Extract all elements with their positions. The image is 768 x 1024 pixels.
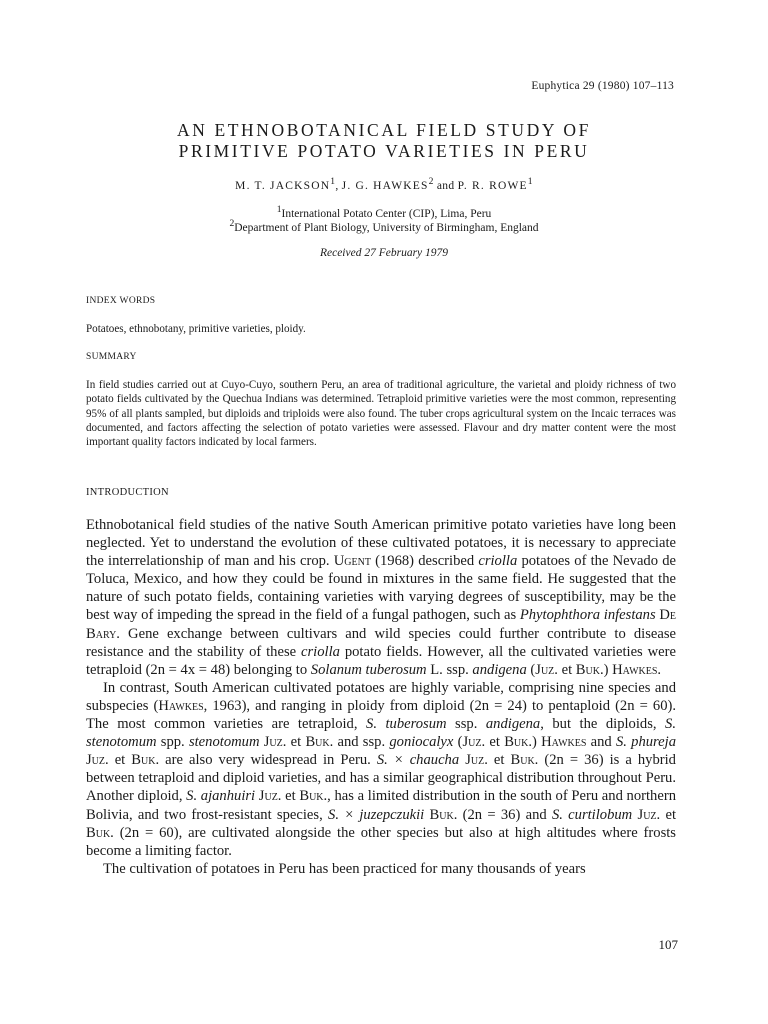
affiliation-2-mark: 2 — [229, 218, 235, 229]
text-run: et — [108, 752, 132, 769]
author-citation: Juz. — [637, 806, 661, 823]
italic-term: S. curtilobum — [551, 806, 633, 823]
author-conjunction: and — [433, 179, 458, 192]
italic-term: S. ajanhuiri — [186, 788, 256, 805]
text-run: , has a limited distribution in the south of Peru and northern Bolivia, and two frost-resistant species, — [86, 788, 676, 823]
author-citation: Buk. — [86, 824, 114, 841]
text-run: et — [286, 734, 306, 751]
italic-term: Phytophthora infestans — [519, 607, 656, 624]
text-run: and — [586, 734, 616, 751]
author-citation: Juz. — [86, 752, 109, 769]
affiliation-1-text: International Potato Center (CIP), Lima, Peru — [281, 207, 492, 220]
author-list — [0, 176, 768, 192]
text-run: potatoes of the Nevado de Toluca, Mexico, and how they could be found in mixtures in the same field. He suggested that the nature of such potato fields, containing varieties with varying degrees of susceptibility, may be the best way of impeding the spread in the field of a fungal pathogen, such as — [86, 553, 676, 624]
author-citation: Juz. — [263, 734, 287, 751]
italic-term: andigena — [472, 661, 527, 678]
author-3-affiliation-mark: 1 — [527, 176, 533, 187]
title-line-2: PRIMITIVE POTATO VARIETIES IN PERU — [178, 140, 590, 161]
author-1-affiliation-mark: 1 — [330, 176, 336, 187]
text-run: Ethnobotanical field studies of the native South American primitive potato varieties have long been neglected. Yet to understand the evolution of these cultivated potatoes, it is necessary to appreciate the interrelationship of man and his crop. — [86, 517, 676, 570]
text-run: ) — [603, 661, 613, 678]
text-run: (2n = 36) and — [457, 806, 552, 823]
text-run: , but the diploids, — [540, 716, 666, 733]
text-run: et — [485, 734, 505, 751]
italic-term: Solanum tuberosum — [310, 661, 427, 678]
introduction-body — [86, 516, 676, 878]
author-separator: , — [335, 179, 342, 192]
text-run: et — [281, 788, 300, 805]
paragraph-1 — [86, 516, 676, 679]
text-run: The cultivation of potatoes in Peru has been practiced for many thousands of years — [103, 860, 586, 877]
author-2: J. G. HAWKES — [341, 179, 429, 192]
author-citation: Buk. — [299, 788, 328, 805]
index-words-heading: INDEX WORDS — [86, 296, 156, 306]
text-run: are also very widespread in Peru. — [159, 752, 377, 769]
text-run: ) — [532, 734, 542, 751]
author-3: P. R. ROWE — [457, 179, 528, 192]
text-run: spp. — [156, 734, 189, 751]
text-run: et — [660, 806, 676, 823]
journal-reference: Euphytica 29 (1980) 107–113 — [531, 80, 674, 92]
affiliation-2 — [0, 218, 768, 234]
text-run: . — [657, 661, 662, 678]
article-title — [0, 120, 768, 162]
italic-term: goniocalyx — [389, 734, 454, 751]
text-run: (2n = 60), are cultivated alongside the other species but also at high altitudes where frosts become a limiting factor. — [86, 824, 676, 859]
summary-text: In field studies carried out at Cuyo-Cuyo, southern Peru, an area of traditional agriculture, the varietal and ploidy richness of two potato fields cultivated by the Quechua Indians was determined. Tetraploid primitive varieties were the most common, representing 95% of all plants sampled, but diploids and triploids were also found. The tuber crops agricultural system on the Incaic terraces was documented, and factors affecting the selection of potato varieties were assessed. Flavour and dry matter content were the most important quality factors indicated by local farmers. — [86, 379, 676, 449]
received-date: Received 27 February 1979 — [319, 247, 449, 259]
text-run: et — [487, 752, 511, 769]
author-citation: Buk. — [504, 734, 533, 751]
italic-term: S. stenotomum — [86, 716, 676, 751]
author-citation: Juz. — [535, 661, 558, 678]
introduction-heading: INTRODUCTION — [86, 487, 169, 498]
author-citation: Buk. — [131, 752, 160, 769]
text-run: (1968) described — [370, 553, 479, 570]
text-run: (2n = 36) is a hybrid between tetraploid and diploid varieties, and has a similar geographical distribution throughout Peru. Another diploid, — [86, 752, 676, 805]
author-citation: Buk. — [510, 752, 539, 769]
author-citation: Hawkes — [612, 661, 658, 678]
affiliation-1-mark: 1 — [276, 204, 282, 215]
author-citation: Hawkes — [541, 734, 587, 751]
paragraph-2 — [86, 679, 676, 860]
text-run: ( — [526, 661, 536, 678]
author-citation: Juz. — [258, 788, 282, 805]
author-citation: Juz. — [465, 752, 488, 769]
italic-term: S. phureja — [615, 734, 677, 751]
affiliation-2-text: Department of Plant Biology, University of Birmingham, England — [234, 221, 539, 234]
title-line-1: AN ETHNOBOTANICAL FIELD STUDY OF — [177, 119, 591, 140]
author-citation: De Bary — [86, 607, 676, 642]
author-citation: Ugent — [333, 553, 371, 570]
italic-term: stenotomum — [188, 734, 260, 751]
text-run: et — [557, 661, 576, 678]
text-run: ( — [453, 734, 463, 751]
author-citation: Buk. — [575, 661, 604, 678]
text-run: and ssp. — [333, 734, 390, 751]
author-citation: Hawkes — [158, 697, 204, 714]
italic-term: S. tuberosum — [366, 716, 447, 733]
page-number: 107 — [658, 937, 678, 952]
index-words-text: Potatoes, ethnobotany, primitive varieties, ploidy. — [86, 323, 306, 335]
author-citation: Buk. — [305, 734, 334, 751]
text-run: In contrast, South American cultivated potatoes are highly variable, comprising nine species and subspecies ( — [86, 679, 676, 714]
italic-term: S. × — [328, 806, 360, 823]
text-run: ssp. — [446, 716, 486, 733]
italic-term: criolla — [301, 643, 340, 660]
text-run: , 1963), and ranging in ploidy from diploid (2n = 24) to pentaploid (2n = 60). The most common varieties are tetraploid, — [86, 697, 676, 733]
paragraph-3 — [86, 860, 676, 878]
author-citation: Juz. — [462, 734, 486, 751]
summary-heading: SUMMARY — [86, 352, 137, 362]
italic-term: criolla — [478, 553, 518, 570]
text-run: . Gene exchange between cultivars and wild species could further contribute to disease resistance and the stability of these — [86, 625, 676, 660]
author-1: M. T. JACKSON — [235, 179, 331, 192]
italic-term: juzepczukii — [359, 806, 425, 823]
italic-term: andigena — [485, 716, 541, 733]
italic-term: S. × — [376, 752, 410, 769]
italic-term: chaucha — [409, 752, 460, 769]
author-2-affiliation-mark: 2 — [428, 176, 434, 187]
text-run: potato fields. However, all the cultivated varieties were tetraploid (2n = 4x = 48) belonging to — [86, 643, 676, 678]
author-citation: Buk. — [429, 806, 458, 823]
text-run: L. ssp. — [426, 661, 473, 678]
